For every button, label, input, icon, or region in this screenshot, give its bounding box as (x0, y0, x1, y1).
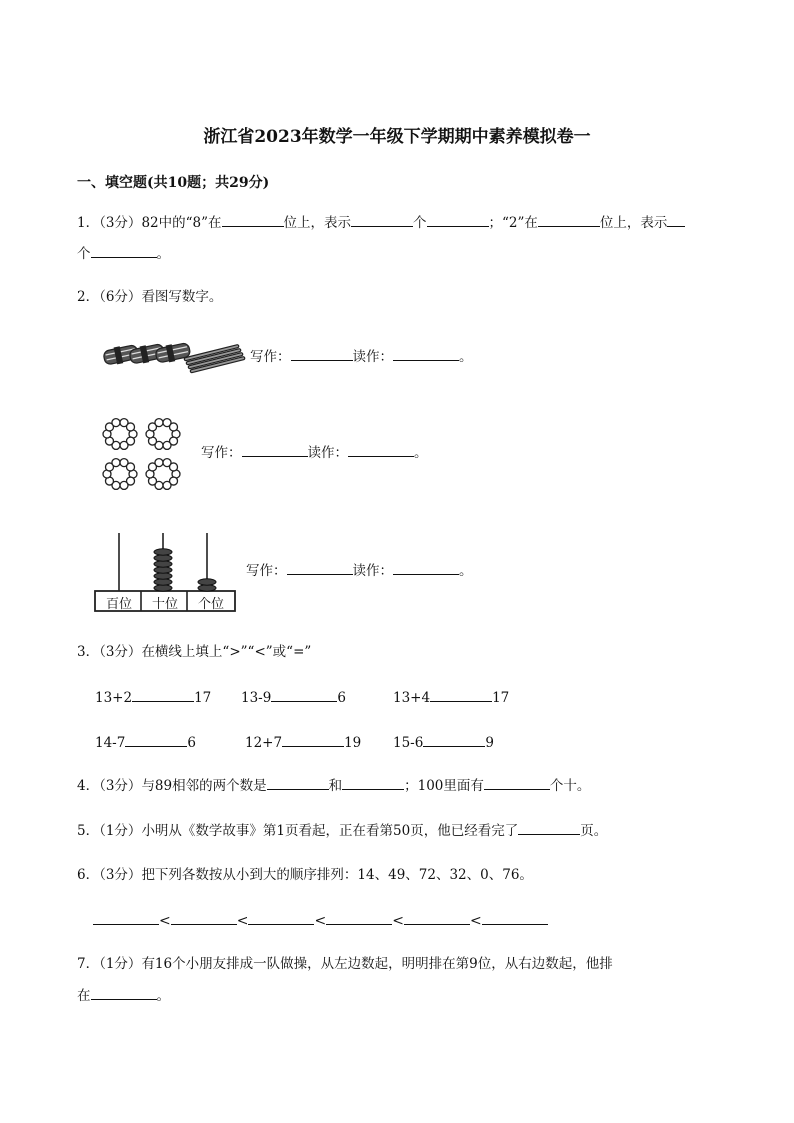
answer-blank[interactable] (482, 910, 548, 925)
q1-text: ；“2”在 (488, 215, 538, 231)
answer-blank[interactable] (518, 820, 580, 835)
q7-text: 有16个小朋友排成一队做操，从左边数起，明明排在第9位，从右边数起，他排 (141, 956, 613, 972)
answer-blank[interactable] (242, 442, 308, 457)
bead (112, 419, 120, 427)
question-3 (77, 642, 311, 662)
bead (170, 463, 178, 471)
answer-blank[interactable] (93, 910, 159, 925)
bead-rings-image (100, 416, 186, 494)
answer-blank[interactable] (423, 732, 485, 747)
q2-text: 。 (459, 349, 473, 365)
q6-text: 把下列各数按从小到大的顺序排列：14、49、72、32、0、76。 (141, 867, 533, 883)
q1-text: 个 (77, 246, 91, 262)
comparison-item: 13+2 17 (95, 687, 211, 706)
q2-text: 看图写数字。 (141, 289, 223, 305)
q1-text: 位上，表示 (283, 215, 352, 231)
answer-blank[interactable] (91, 985, 157, 1000)
answer-blank[interactable] (287, 560, 353, 575)
answer-blank[interactable] (427, 212, 489, 227)
less-than-sign: < (469, 913, 482, 929)
bead (112, 459, 120, 467)
question-2 (77, 287, 222, 307)
q2-row-3 (246, 560, 473, 581)
q4-text: 和 (328, 778, 343, 794)
question-6 (77, 865, 533, 885)
q2-row-1 (250, 346, 473, 367)
q5-text: 小明从《数学故事》第1页看起，正在看第50页，他已经看完了 (141, 823, 519, 839)
answer-blank[interactable] (326, 910, 392, 925)
q4-number: 4．（3分） (77, 778, 142, 794)
comparison-item: 13-9 6 (241, 687, 346, 706)
q5-text: 页。 (580, 823, 608, 839)
comparison-item: 13+4 17 (393, 687, 509, 706)
less-than-sign: < (392, 913, 404, 929)
answer-blank[interactable] (267, 775, 329, 790)
q1-text: 个 (413, 215, 427, 231)
question-7 (77, 954, 613, 974)
q3-text: 在横线上填上“>”“<”或“=” (141, 644, 312, 660)
page-title: 浙江省2023年数学一年级下学期期中素养模拟卷一 (203, 127, 591, 147)
answer-blank[interactable] (271, 687, 337, 702)
bead (163, 441, 171, 449)
abacus-label-tens: 十位 (151, 597, 178, 612)
q1-text: 82中的“8”在 (141, 215, 222, 231)
read-label: 读作： (307, 445, 348, 461)
answer-blank[interactable] (484, 775, 550, 790)
q6-number: 6．（3分） (77, 867, 142, 883)
q2-text: 。 (414, 445, 428, 461)
q7-text: 。 (156, 988, 170, 1004)
ordering-row (93, 910, 548, 929)
bead (155, 419, 163, 427)
comparison-item: 15-6 9 (393, 732, 494, 751)
read-label: 读作： (352, 349, 393, 365)
answer-blank[interactable] (248, 910, 314, 925)
q2-number: 2．（6分） (77, 289, 142, 305)
q2-text: 。 (459, 563, 473, 579)
stick-bundles-image (100, 338, 245, 373)
q4-text: 与89相邻的两个数是 (141, 778, 267, 794)
bead (120, 481, 128, 489)
answer-blank[interactable] (132, 687, 194, 702)
answer-blank[interactable] (171, 910, 237, 925)
answer-blank[interactable] (91, 243, 157, 258)
answer-blank[interactable] (291, 346, 353, 361)
section-heading: 一、填空题(共10题；共29分) (77, 175, 270, 191)
q3-number: 3．（3分） (77, 644, 142, 660)
answer-blank[interactable] (393, 346, 459, 361)
answer-blank[interactable] (404, 910, 470, 925)
answer-blank[interactable] (667, 212, 685, 227)
question-1-line2 (77, 243, 170, 264)
answer-blank[interactable] (222, 212, 284, 227)
question-1 (77, 212, 685, 233)
bead (120, 441, 128, 449)
q4-text: 个十。 (549, 778, 591, 794)
answer-blank[interactable] (125, 732, 187, 747)
write-label: 写作： (250, 349, 291, 365)
answer-blank[interactable] (348, 442, 414, 457)
write-label: 写作： (246, 563, 287, 579)
q7-number: 7．（1分） (77, 956, 142, 972)
bead (127, 463, 135, 471)
answer-blank[interactable] (342, 775, 404, 790)
q1-number: 1．（3分） (77, 215, 142, 231)
question-4 (77, 775, 590, 796)
q1-text: 位上，表示 (599, 215, 668, 231)
bead (163, 481, 171, 489)
comparison-item: 14-7 6 (95, 732, 196, 751)
q5-number: 5．（1分） (77, 823, 142, 839)
abacus-label-ones: 个位 (197, 597, 224, 612)
q7-text: 在 (77, 988, 91, 1004)
q1-text: 。 (156, 246, 170, 262)
q2-row-2 (201, 442, 428, 463)
question-5 (77, 820, 607, 841)
q4-text: ；100里面有 (404, 778, 484, 794)
write-label: 写作： (201, 445, 242, 461)
bead (155, 459, 163, 467)
answer-blank[interactable] (430, 687, 492, 702)
read-label: 读作： (352, 563, 393, 579)
less-than-sign: < (236, 913, 249, 929)
less-than-sign: < (314, 913, 327, 929)
question-7-line2 (77, 985, 170, 1006)
answer-blank[interactable] (393, 560, 459, 575)
answer-blank[interactable] (538, 212, 600, 227)
less-than-sign: < (159, 913, 171, 929)
answer-blank[interactable] (351, 212, 413, 227)
bead (170, 423, 178, 431)
answer-blank[interactable] (282, 732, 344, 747)
bead (127, 423, 135, 431)
abacus-label-hundreds: 百位 (105, 597, 132, 612)
comparison-item: 12+7 19 (245, 732, 361, 751)
